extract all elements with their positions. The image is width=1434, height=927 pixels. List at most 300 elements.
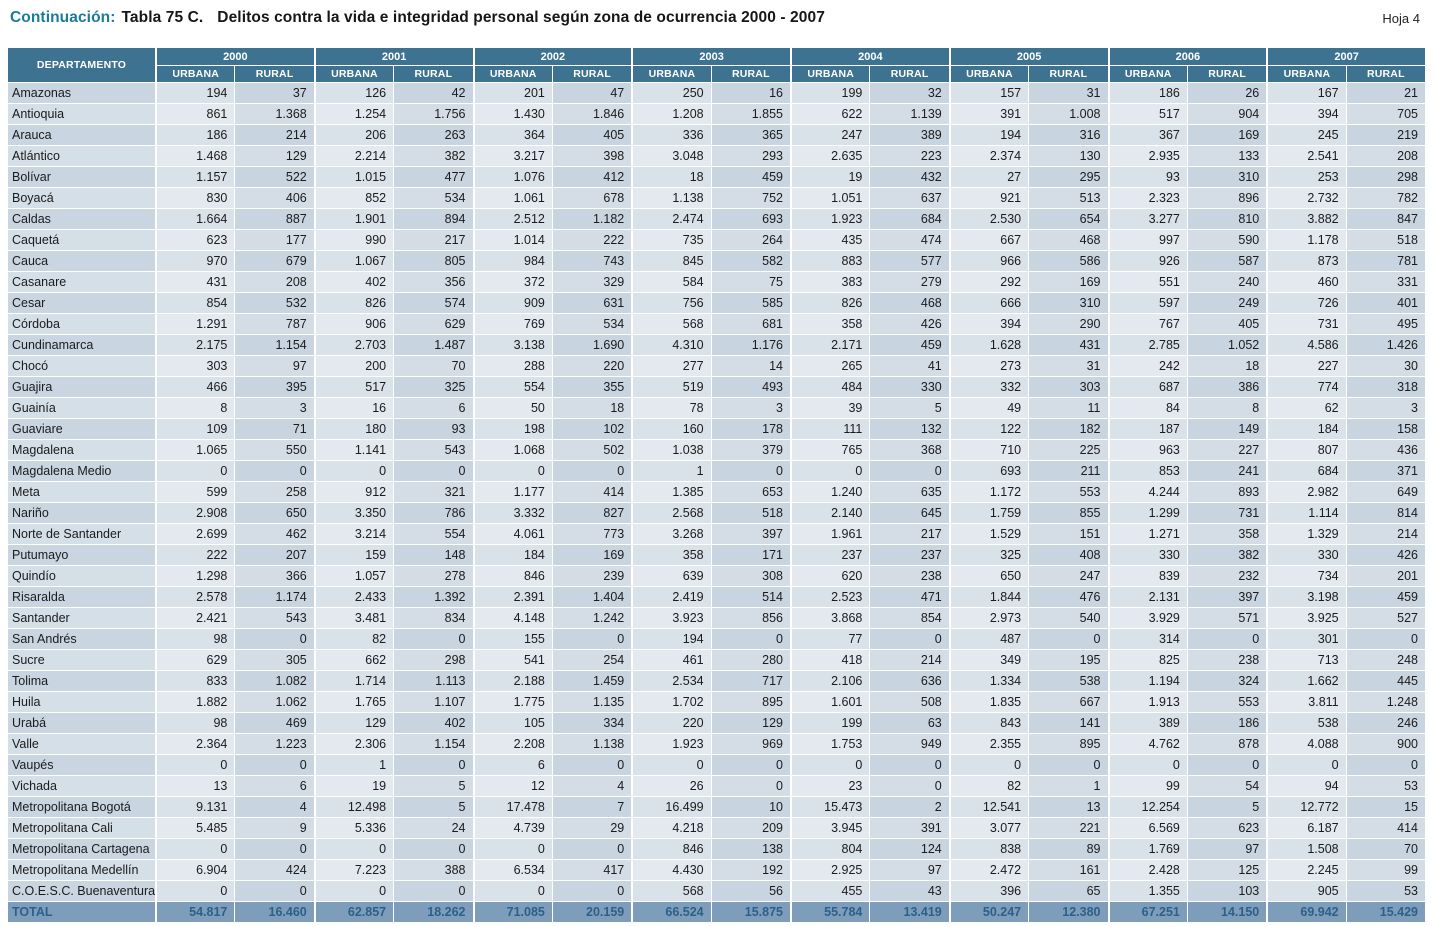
value-cell: 8 bbox=[156, 398, 235, 419]
department-name: Norte de Santander bbox=[8, 524, 156, 545]
value-cell: 401 bbox=[1347, 293, 1426, 314]
value-cell: 2.785 bbox=[1109, 335, 1188, 356]
value-cell: 414 bbox=[553, 482, 632, 503]
department-name: San Andrés bbox=[8, 629, 156, 650]
value-cell: 214 bbox=[1347, 524, 1426, 545]
table-row bbox=[8, 713, 1426, 734]
value-cell: 541 bbox=[474, 650, 553, 671]
value-cell: 1.139 bbox=[870, 104, 949, 125]
value-cell: 18 bbox=[632, 167, 711, 188]
value-cell: 186 bbox=[1109, 83, 1188, 104]
zone-header-2002-urbana: URBANA bbox=[474, 66, 553, 83]
value-cell: 5.485 bbox=[156, 818, 235, 839]
value-cell: 0 bbox=[870, 629, 949, 650]
table-row bbox=[8, 587, 1426, 608]
value-cell: 247 bbox=[1029, 566, 1108, 587]
zone-header-2004-urbana: URBANA bbox=[791, 66, 870, 83]
value-cell: 365 bbox=[712, 125, 791, 146]
value-cell: 1.240 bbox=[791, 482, 870, 503]
value-cell: 1.601 bbox=[791, 692, 870, 713]
value-cell: 75 bbox=[712, 272, 791, 293]
value-cell: 330 bbox=[1109, 545, 1188, 566]
value-cell: 1.756 bbox=[394, 104, 473, 125]
value-cell: 807 bbox=[1267, 440, 1346, 461]
zone-header-2007-rural: RURAL bbox=[1347, 66, 1426, 83]
value-cell: 184 bbox=[474, 545, 553, 566]
department-name: Guajira bbox=[8, 377, 156, 398]
value-cell: 1.141 bbox=[315, 440, 394, 461]
value-cell: 1.775 bbox=[474, 692, 553, 713]
value-cell: 3.868 bbox=[791, 608, 870, 629]
value-cell: 3 bbox=[1347, 398, 1426, 419]
value-cell: 32 bbox=[870, 83, 949, 104]
value-cell: 2.982 bbox=[1267, 482, 1346, 503]
value-cell: 199 bbox=[791, 713, 870, 734]
total-value-cell: 20.159 bbox=[553, 902, 632, 923]
value-cell: 227 bbox=[1188, 440, 1267, 461]
value-cell: 318 bbox=[1347, 377, 1426, 398]
value-cell: 636 bbox=[870, 671, 949, 692]
value-cell: 6.534 bbox=[474, 860, 553, 881]
value-cell: 221 bbox=[1029, 818, 1108, 839]
value-cell: 29 bbox=[553, 818, 632, 839]
value-cell: 846 bbox=[632, 839, 711, 860]
value-cell: 336 bbox=[632, 125, 711, 146]
value-cell: 138 bbox=[712, 839, 791, 860]
value-cell: 839 bbox=[1109, 566, 1188, 587]
value-cell: 122 bbox=[950, 419, 1029, 440]
value-cell: 3.048 bbox=[632, 146, 711, 167]
value-cell: 389 bbox=[870, 125, 949, 146]
value-cell: 4.061 bbox=[474, 524, 553, 545]
value-cell: 2.635 bbox=[791, 146, 870, 167]
value-cell: 0 bbox=[1188, 755, 1267, 776]
value-cell: 0 bbox=[394, 461, 473, 482]
department-name: Boyacá bbox=[8, 188, 156, 209]
value-cell: 1.082 bbox=[235, 671, 314, 692]
value-cell: 990 bbox=[315, 230, 394, 251]
value-cell: 63 bbox=[870, 713, 949, 734]
value-cell: 169 bbox=[1188, 125, 1267, 146]
department-name: Putumayo bbox=[8, 545, 156, 566]
value-cell: 508 bbox=[870, 692, 949, 713]
value-cell: 847 bbox=[1347, 209, 1426, 230]
value-cell: 693 bbox=[950, 461, 1029, 482]
year-header-2000: 2000 bbox=[156, 48, 315, 66]
value-cell: 4.218 bbox=[632, 818, 711, 839]
value-cell: 735 bbox=[632, 230, 711, 251]
table-row bbox=[8, 104, 1426, 125]
table-row bbox=[8, 146, 1426, 167]
value-cell: 30 bbox=[1347, 356, 1426, 377]
value-cell: 1.176 bbox=[712, 335, 791, 356]
value-cell: 1.154 bbox=[235, 335, 314, 356]
value-cell: 756 bbox=[632, 293, 711, 314]
value-cell: 1.702 bbox=[632, 692, 711, 713]
value-cell: 782 bbox=[1347, 188, 1426, 209]
value-cell: 2.428 bbox=[1109, 860, 1188, 881]
value-cell: 814 bbox=[1347, 503, 1426, 524]
value-cell: 0 bbox=[553, 461, 632, 482]
value-cell: 70 bbox=[1347, 839, 1426, 860]
value-cell: 1.844 bbox=[950, 587, 1029, 608]
value-cell: 921 bbox=[950, 188, 1029, 209]
value-cell: 2.578 bbox=[156, 587, 235, 608]
value-cell: 1.271 bbox=[1109, 524, 1188, 545]
value-cell: 171 bbox=[712, 545, 791, 566]
year-header-2007: 2007 bbox=[1267, 48, 1426, 66]
value-cell: 310 bbox=[1188, 167, 1267, 188]
value-cell: 773 bbox=[553, 524, 632, 545]
value-cell: 514 bbox=[712, 587, 791, 608]
value-cell: 553 bbox=[1029, 482, 1108, 503]
value-cell: 1.208 bbox=[632, 104, 711, 125]
value-cell: 0 bbox=[474, 461, 553, 482]
value-cell: 368 bbox=[870, 440, 949, 461]
value-cell: 1.052 bbox=[1188, 335, 1267, 356]
value-cell: 8 bbox=[1188, 398, 1267, 419]
value-cell: 14 bbox=[712, 356, 791, 377]
value-cell: 1.664 bbox=[156, 209, 235, 230]
value-cell: 358 bbox=[1188, 524, 1267, 545]
value-cell: 599 bbox=[156, 482, 235, 503]
value-cell: 1.901 bbox=[315, 209, 394, 230]
value-cell: 571 bbox=[1188, 608, 1267, 629]
value-cell: 650 bbox=[235, 503, 314, 524]
value-cell: 2.908 bbox=[156, 503, 235, 524]
value-cell: 2.925 bbox=[791, 860, 870, 881]
department-name: Cauca bbox=[8, 251, 156, 272]
value-cell: 894 bbox=[394, 209, 473, 230]
table-row bbox=[8, 860, 1426, 881]
table-row bbox=[8, 398, 1426, 419]
value-cell: 0 bbox=[474, 839, 553, 860]
table-row bbox=[8, 272, 1426, 293]
value-cell: 474 bbox=[870, 230, 949, 251]
value-cell: 16 bbox=[315, 398, 394, 419]
value-cell: 554 bbox=[474, 377, 553, 398]
year-header-row bbox=[8, 48, 1426, 66]
value-cell: 0 bbox=[870, 461, 949, 482]
value-cell: 2.523 bbox=[791, 587, 870, 608]
value-cell: 12.541 bbox=[950, 797, 1029, 818]
value-cell: 295 bbox=[1029, 167, 1108, 188]
value-cell: 372 bbox=[474, 272, 553, 293]
value-cell: 3.277 bbox=[1109, 209, 1188, 230]
value-cell: 517 bbox=[315, 377, 394, 398]
table-reference: Tabla 75 C. bbox=[121, 9, 204, 26]
department-name: Guaviare bbox=[8, 419, 156, 440]
zone-header-2004-rural: RURAL bbox=[870, 66, 949, 83]
value-cell: 3.077 bbox=[950, 818, 1029, 839]
value-cell: 397 bbox=[1188, 587, 1267, 608]
value-cell: 10 bbox=[712, 797, 791, 818]
value-cell: 623 bbox=[1188, 818, 1267, 839]
value-cell: 2.175 bbox=[156, 335, 235, 356]
value-cell: 349 bbox=[950, 650, 1029, 671]
value-cell: 241 bbox=[1188, 461, 1267, 482]
value-cell: 0 bbox=[474, 881, 553, 902]
value-cell: 364 bbox=[474, 125, 553, 146]
value-cell: 2.171 bbox=[791, 335, 870, 356]
value-cell: 856 bbox=[712, 608, 791, 629]
value-cell: 459 bbox=[870, 335, 949, 356]
value-cell: 1.182 bbox=[553, 209, 632, 230]
value-cell: 1.882 bbox=[156, 692, 235, 713]
value-cell: 426 bbox=[870, 314, 949, 335]
value-cell: 395 bbox=[235, 377, 314, 398]
value-cell: 279 bbox=[870, 272, 949, 293]
value-cell: 200 bbox=[315, 356, 394, 377]
value-cell: 645 bbox=[870, 503, 949, 524]
value-cell: 4.430 bbox=[632, 860, 711, 881]
value-cell: 639 bbox=[632, 566, 711, 587]
value-cell: 355 bbox=[553, 377, 632, 398]
value-cell: 662 bbox=[315, 650, 394, 671]
value-cell: 0 bbox=[791, 461, 870, 482]
value-cell: 424 bbox=[235, 860, 314, 881]
total-value-cell: 18.262 bbox=[394, 902, 473, 923]
value-cell: 102 bbox=[553, 419, 632, 440]
value-cell: 653 bbox=[712, 482, 791, 503]
value-cell: 1 bbox=[1029, 776, 1108, 797]
value-cell: 0 bbox=[1029, 755, 1108, 776]
value-cell: 43 bbox=[870, 881, 949, 902]
value-cell: 568 bbox=[632, 314, 711, 335]
value-cell: 461 bbox=[632, 650, 711, 671]
value-cell: 2.512 bbox=[474, 209, 553, 230]
value-cell: 574 bbox=[394, 293, 473, 314]
value-cell: 904 bbox=[1188, 104, 1267, 125]
value-cell: 970 bbox=[156, 251, 235, 272]
value-cell: 3.214 bbox=[315, 524, 394, 545]
value-cell: 280 bbox=[712, 650, 791, 671]
table-row bbox=[8, 209, 1426, 230]
value-cell: 129 bbox=[235, 146, 314, 167]
value-cell: 969 bbox=[712, 734, 791, 755]
value-cell: 23 bbox=[791, 776, 870, 797]
value-cell: 713 bbox=[1267, 650, 1346, 671]
value-cell: 1.426 bbox=[1347, 335, 1426, 356]
value-cell: 0 bbox=[315, 839, 394, 860]
value-cell: 201 bbox=[474, 83, 553, 104]
value-cell: 1.385 bbox=[632, 482, 711, 503]
zone-header-2007-urbana: URBANA bbox=[1267, 66, 1346, 83]
value-cell: 157 bbox=[950, 83, 1029, 104]
value-cell: 878 bbox=[1188, 734, 1267, 755]
table-row bbox=[8, 734, 1426, 755]
value-cell: 1.172 bbox=[950, 482, 1029, 503]
value-cell: 667 bbox=[950, 230, 1029, 251]
value-cell: 684 bbox=[870, 209, 949, 230]
value-cell: 65 bbox=[1029, 881, 1108, 902]
value-cell: 538 bbox=[1029, 671, 1108, 692]
total-value-cell: 14.150 bbox=[1188, 902, 1267, 923]
value-cell: 843 bbox=[950, 713, 1029, 734]
value-cell: 0 bbox=[156, 839, 235, 860]
department-name: Sucre bbox=[8, 650, 156, 671]
zone-header-2002-rural: RURAL bbox=[553, 66, 632, 83]
continuation-label: Continuación: bbox=[10, 9, 116, 26]
value-cell: 39 bbox=[791, 398, 870, 419]
value-cell: 1.769 bbox=[1109, 839, 1188, 860]
zone-header-2001-rural: RURAL bbox=[394, 66, 473, 83]
value-cell: 1.662 bbox=[1267, 671, 1346, 692]
value-cell: 5 bbox=[1188, 797, 1267, 818]
value-cell: 177 bbox=[235, 230, 314, 251]
total-value-cell: 71.085 bbox=[474, 902, 553, 923]
value-cell: 24 bbox=[394, 818, 473, 839]
value-cell: 15.473 bbox=[791, 797, 870, 818]
value-cell: 584 bbox=[632, 272, 711, 293]
year-header-2002: 2002 bbox=[474, 48, 633, 66]
value-cell: 681 bbox=[712, 314, 791, 335]
value-cell: 161 bbox=[1029, 860, 1108, 881]
value-cell: 1.714 bbox=[315, 671, 394, 692]
value-cell: 97 bbox=[1188, 839, 1267, 860]
value-cell: 577 bbox=[870, 251, 949, 272]
value-cell: 71 bbox=[235, 419, 314, 440]
value-cell: 331 bbox=[1347, 272, 1426, 293]
value-cell: 1.487 bbox=[394, 335, 473, 356]
value-cell: 1 bbox=[632, 461, 711, 482]
value-cell: 769 bbox=[474, 314, 553, 335]
value-cell: 239 bbox=[553, 566, 632, 587]
value-cell: 7.223 bbox=[315, 860, 394, 881]
value-cell: 292 bbox=[950, 272, 1029, 293]
value-cell: 517 bbox=[1109, 104, 1188, 125]
value-cell: 1.051 bbox=[791, 188, 870, 209]
value-cell: 0 bbox=[315, 461, 394, 482]
value-cell: 0 bbox=[553, 839, 632, 860]
table-row bbox=[8, 797, 1426, 818]
value-cell: 887 bbox=[235, 209, 314, 230]
department-name: Santander bbox=[8, 608, 156, 629]
value-cell: 394 bbox=[950, 314, 1029, 335]
department-name: Huila bbox=[8, 692, 156, 713]
value-cell: 487 bbox=[950, 629, 1029, 650]
value-cell: 314 bbox=[1109, 629, 1188, 650]
value-cell: 126 bbox=[315, 83, 394, 104]
table-row bbox=[8, 608, 1426, 629]
value-cell: 332 bbox=[950, 377, 1029, 398]
value-cell: 5 bbox=[870, 398, 949, 419]
value-cell: 495 bbox=[1347, 314, 1426, 335]
value-cell: 3.481 bbox=[315, 608, 394, 629]
value-cell: 731 bbox=[1267, 314, 1346, 335]
value-cell: 786 bbox=[394, 503, 473, 524]
value-cell: 17.478 bbox=[474, 797, 553, 818]
department-name: Amazonas bbox=[8, 83, 156, 104]
value-cell: 693 bbox=[712, 209, 791, 230]
table-row bbox=[8, 230, 1426, 251]
value-cell: 53 bbox=[1347, 776, 1426, 797]
value-cell: 402 bbox=[315, 272, 394, 293]
table-row bbox=[8, 755, 1426, 776]
value-cell: 3.198 bbox=[1267, 587, 1346, 608]
value-cell: 6 bbox=[235, 776, 314, 797]
value-cell: 455 bbox=[791, 881, 870, 902]
value-cell: 966 bbox=[950, 251, 1029, 272]
value-cell: 3.923 bbox=[632, 608, 711, 629]
value-cell: 133 bbox=[1188, 146, 1267, 167]
value-cell: 551 bbox=[1109, 272, 1188, 293]
value-cell: 2.732 bbox=[1267, 188, 1346, 209]
year-header-2003: 2003 bbox=[632, 48, 791, 66]
value-cell: 18 bbox=[553, 398, 632, 419]
value-cell: 298 bbox=[394, 650, 473, 671]
year-header-2005: 2005 bbox=[950, 48, 1109, 66]
value-cell: 710 bbox=[950, 440, 1029, 461]
table-row bbox=[8, 629, 1426, 650]
value-cell: 405 bbox=[1188, 314, 1267, 335]
value-cell: 12.498 bbox=[315, 797, 394, 818]
value-cell: 1 bbox=[315, 755, 394, 776]
value-cell: 781 bbox=[1347, 251, 1426, 272]
table-row bbox=[8, 83, 1426, 104]
value-cell: 826 bbox=[791, 293, 870, 314]
value-cell: 77 bbox=[791, 629, 870, 650]
value-cell: 238 bbox=[1188, 650, 1267, 671]
value-cell: 159 bbox=[315, 545, 394, 566]
value-cell: 187 bbox=[1109, 419, 1188, 440]
department-name: Nariño bbox=[8, 503, 156, 524]
value-cell: 37 bbox=[235, 83, 314, 104]
table-row bbox=[8, 566, 1426, 587]
value-cell: 11 bbox=[1029, 398, 1108, 419]
value-cell: 900 bbox=[1347, 734, 1426, 755]
table-row bbox=[8, 692, 1426, 713]
value-cell: 258 bbox=[235, 482, 314, 503]
value-cell: 3.268 bbox=[632, 524, 711, 545]
value-cell: 637 bbox=[870, 188, 949, 209]
value-cell: 250 bbox=[632, 83, 711, 104]
value-cell: 0 bbox=[156, 881, 235, 902]
value-cell: 1.392 bbox=[394, 587, 473, 608]
value-cell: 209 bbox=[712, 818, 791, 839]
departamento-header: DEPARTAMENTO bbox=[8, 48, 156, 83]
value-cell: 468 bbox=[870, 293, 949, 314]
value-cell: 82 bbox=[950, 776, 1029, 797]
value-cell: 247 bbox=[791, 125, 870, 146]
value-cell: 0 bbox=[1347, 755, 1426, 776]
value-cell: 631 bbox=[553, 293, 632, 314]
table-row bbox=[8, 503, 1426, 524]
value-cell: 9.131 bbox=[156, 797, 235, 818]
value-cell: 469 bbox=[235, 713, 314, 734]
value-cell: 518 bbox=[1347, 230, 1426, 251]
value-cell: 554 bbox=[394, 524, 473, 545]
value-cell: 379 bbox=[712, 440, 791, 461]
value-cell: 519 bbox=[632, 377, 711, 398]
value-cell: 169 bbox=[553, 545, 632, 566]
value-cell: 0 bbox=[235, 461, 314, 482]
value-cell: 94 bbox=[1267, 776, 1346, 797]
value-cell: 459 bbox=[1347, 587, 1426, 608]
value-cell: 2.391 bbox=[474, 587, 553, 608]
value-cell: 99 bbox=[1109, 776, 1188, 797]
value-cell: 242 bbox=[1109, 356, 1188, 377]
value-cell: 649 bbox=[1347, 482, 1426, 503]
value-cell: 278 bbox=[394, 566, 473, 587]
value-cell: 0 bbox=[394, 629, 473, 650]
value-cell: 0 bbox=[791, 755, 870, 776]
value-cell: 129 bbox=[712, 713, 791, 734]
value-cell: 103 bbox=[1188, 881, 1267, 902]
value-cell: 70 bbox=[394, 356, 473, 377]
value-cell: 132 bbox=[870, 419, 949, 440]
value-cell: 445 bbox=[1347, 671, 1426, 692]
